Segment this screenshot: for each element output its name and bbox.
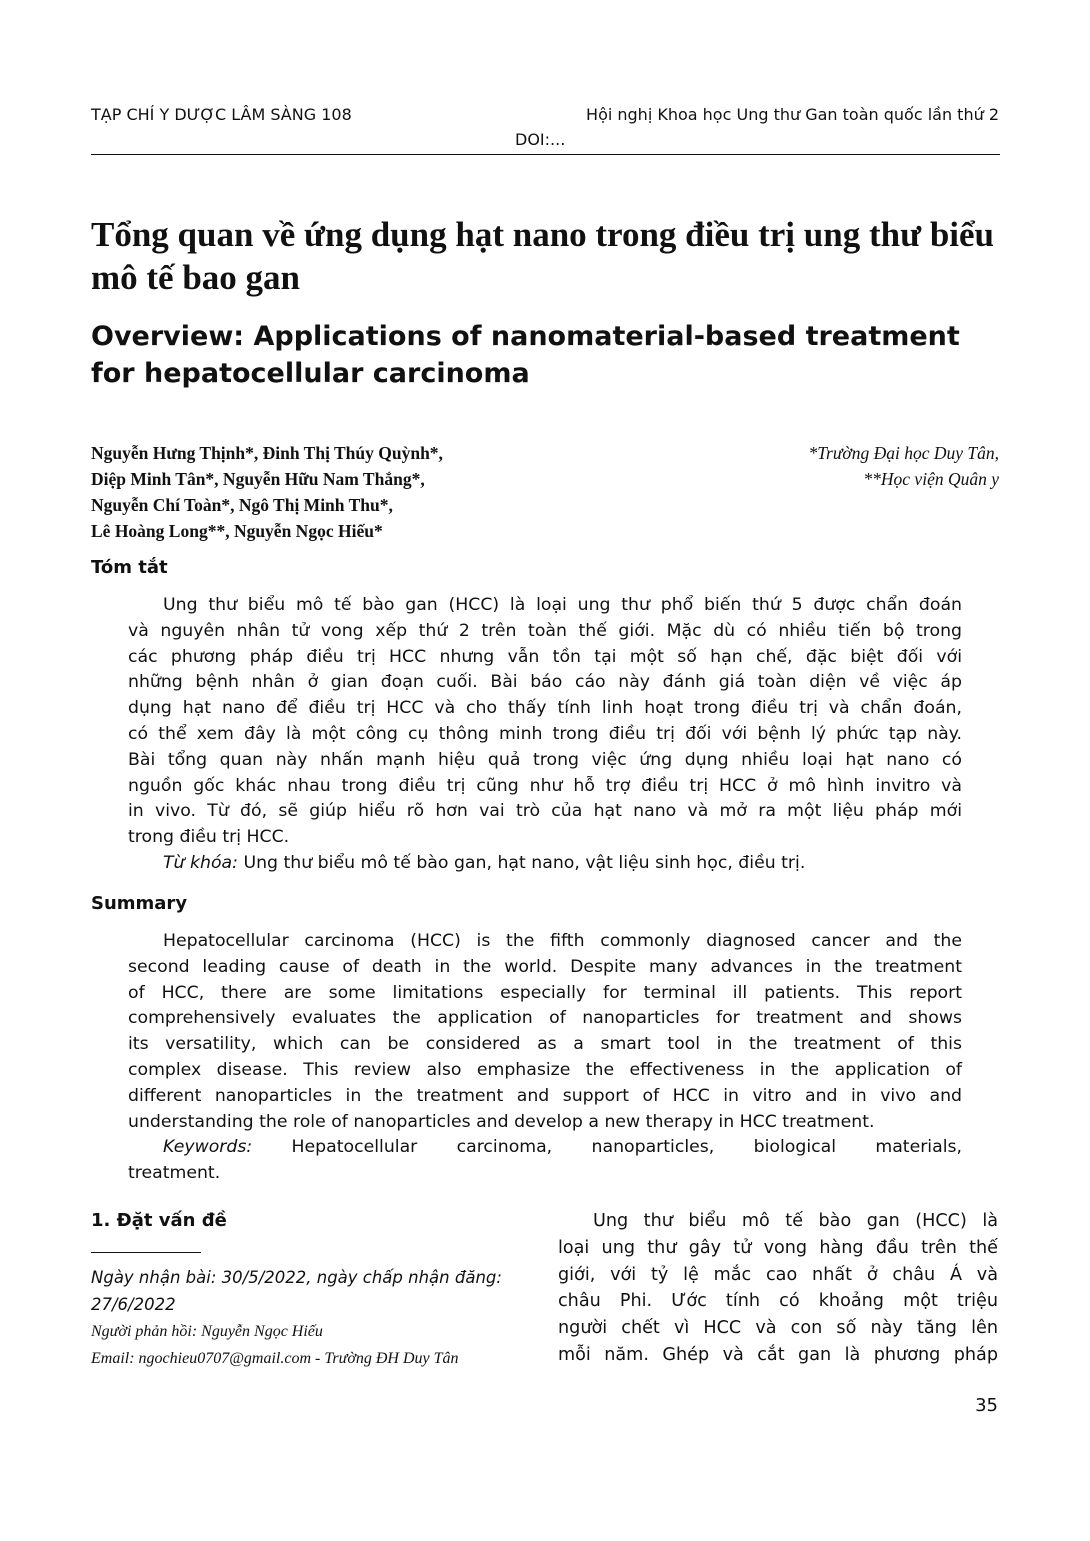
text-line: Bài tổng quan này nhấn mạnh hiệu quả trong việc ứng dụng nhiều loại hạt nano có	[128, 749, 962, 770]
text-line: different nanoparticles in the treatment and support of HCC in vitro and in vivo and	[128, 1085, 962, 1106]
footnote-dates-cont: 27/6/2022	[91, 1295, 176, 1314]
author-line: Diệp Minh Tân*, Nguyễn Hữu Nam Thắng*,	[91, 469, 425, 489]
text-line: những bệnh nhân ở gian đoạn cuối. Bài báo cáo này đánh giá toàn diện về việc áp	[128, 672, 962, 693]
abstract-vn-heading: Tóm tắt	[91, 557, 168, 578]
keywords-en	[128, 1135, 962, 1161]
affiliation: *Trường Đại học Duy Tân,	[808, 443, 999, 463]
text-line: Ung thư biểu mô tế bào gan (HCC) là loại ung thư phổ biến thứ 5 được chẩn đoán	[163, 595, 962, 615]
affiliations	[809, 440, 1000, 492]
text-line: comprehensively evaluates the application of nanoparticles for treatment and shows	[128, 1008, 962, 1029]
keywords-en-cont: treatment.	[128, 1163, 221, 1184]
author-line: Lê Hoàng Long**, Nguyễn Ngọc Hiếu*	[91, 521, 383, 541]
page-number: 35	[975, 1395, 998, 1416]
text-line: loại ung thư gây tử vong hàng đầu trên thế	[558, 1237, 998, 1258]
journal-name: TẠP CHÍ Y DƯỢC LÂM SÀNG 108	[91, 105, 352, 124]
text-line: châu Phi. Ước tính có khoảng một triệu	[558, 1291, 998, 1312]
keywords-vn	[128, 851, 962, 877]
footnote-rule	[91, 1252, 201, 1253]
text-line: complex disease. This review also emphasize the effectiveness in the application of	[128, 1059, 962, 1080]
text-line: trong điều trị HCC.	[128, 827, 290, 848]
author-line: Nguyễn Chí Toàn*, Ngô Thị Minh Thu*,	[91, 495, 393, 515]
conference-name: Hội nghị Khoa học Ung thư Gan toàn quốc lần thứ 2	[586, 105, 999, 124]
text-line: Hepatocellular carcinoma (HCC) is the fifth commonly diagnosed cancer and the	[163, 931, 962, 951]
text-line: và nguyên nhân tử vong xếp thứ 2 trên toàn thế giới. Mặc dù có nhiều tiến bộ trong	[128, 620, 962, 641]
text-line: các phương pháp điều trị HCC nhưng vẫn tồn tại một số hạn chế, đặc biệt đối với	[128, 646, 962, 667]
text-line: understanding the role of nanoparticles and develop a new therapy in HCC treatment.	[128, 1111, 875, 1132]
keywords-label: Từ khóa:	[163, 852, 238, 873]
text-line: giới, với tỷ lệ mắc cao nhất ở châu Á và	[558, 1264, 998, 1285]
abstract-en-body	[128, 929, 962, 1187]
text-line: có thể xem đây là một công cụ thông minh trong điều trị đối với bệnh lý phức tạp này.	[128, 723, 962, 744]
text-line: nguồn gốc khác nhau trong điều trị cũng như hỗ trợ điều trị HCC ở mô hình invitro và	[128, 775, 962, 796]
text-line: người chết vì HCC và con số này tăng lên	[558, 1318, 998, 1339]
text-line: dụng hạt nano để điều trị HCC và cho thấy tính linh hoạt trong điều trị và chẩn đoán,	[128, 698, 962, 719]
author-list	[91, 440, 443, 544]
text-line: mỗi năm. Ghép và cắt gan là phương pháp	[558, 1344, 998, 1365]
title-english: Overview: Applications of nanomaterial-based treatment for hepatocellular carcinoma	[91, 321, 960, 389]
section-1-body	[558, 1208, 998, 1369]
section-1-heading: 1. Đặt vấn đề	[91, 1210, 227, 1231]
keywords-label: Keywords:	[163, 1137, 253, 1158]
keywords-text: Hepatocellular carcinoma, nanoparticles, biological materials,	[252, 1137, 962, 1158]
text-line: second leading cause of death in the world. Despite many advances in the treatment	[128, 956, 962, 977]
text-line: of HCC, there are some limitations especially for terminal ill patients. This report	[128, 982, 962, 1003]
footnote-dates: Ngày nhận bài: 30/5/2022, ngày chấp nhận đăng:	[91, 1268, 502, 1287]
keywords-text: Ung thư biểu mô tế bào gan, hạt nano, vật liệu sinh học, điều trị.	[237, 852, 806, 873]
abstract-vn-body	[128, 593, 962, 877]
footnote-reviewer: Người phản hồi: Nguyễn Ngọc Hiếu	[91, 1323, 323, 1340]
affiliation: **Học viện Quân y	[863, 469, 999, 489]
text-line: its versatility, which can be considered as a smart tool in the treatment of this	[128, 1034, 962, 1055]
text-line: Ung thư biểu mô tế bào gan (HCC) là	[593, 1211, 998, 1231]
title-vietnamese: Tổng quan về ứng dụng hạt nano trong điều trị ung thư biểu mô tế bao gan	[91, 215, 995, 297]
doi: DOI:...	[515, 130, 566, 149]
abstract-en-heading: Summary	[91, 893, 188, 914]
footnote-email: Email: ngochieu0707@gmail.com - Trường ĐH Duy Tân	[91, 1350, 459, 1367]
header-rule	[91, 154, 1000, 155]
text-line: in vivo. Từ đó, sẽ giúp hiểu rõ hơn vai trò của hạt nano và mở ra một liệu pháp mới	[128, 801, 962, 822]
author-line: Nguyễn Hưng Thịnh*, Đinh Thị Thúy Quỳnh*,	[91, 443, 443, 463]
